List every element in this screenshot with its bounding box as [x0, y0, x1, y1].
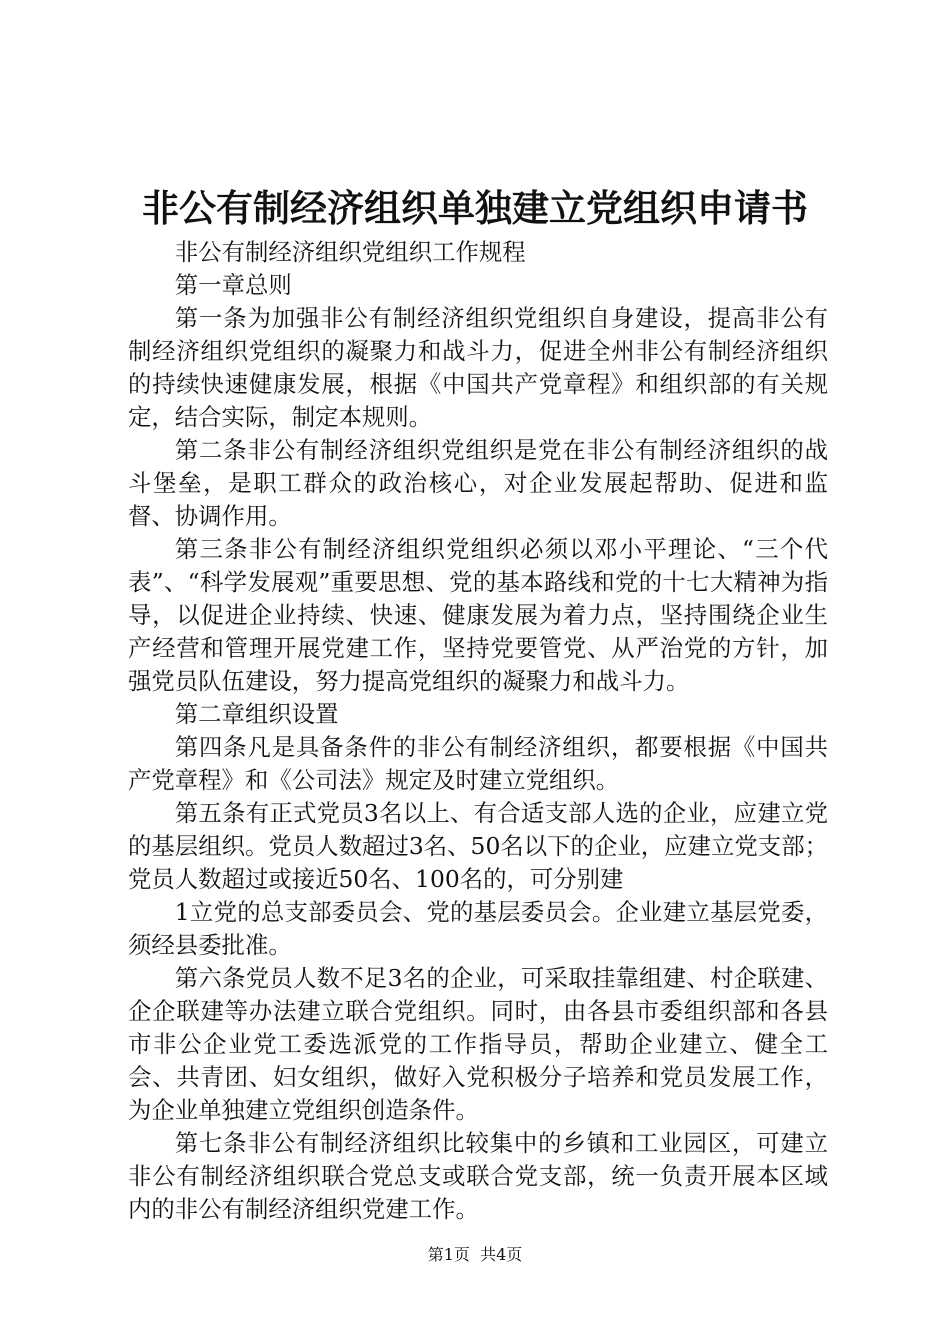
page-footer: [0, 1243, 950, 1267]
footer-spacer: [470, 1245, 480, 1264]
paragraph-chapter-2: 第二章组织设置: [174, 700, 339, 728]
paragraph-article-2: 第二条非公有制经济组织党组织是党在非公有制经济组织的战斗堡垒，是职工群众的政治核心，对企业发展起帮助、促进和监督、协调作用。: [128, 436, 828, 530]
paragraph-subtitle: 非公有制经济组织党组织工作规程: [174, 238, 526, 266]
paragraph-article-6: 第六条党员人数不足3名的企业，可采取挂靠组建、村企联建、企企联建等办法建立联合党组织。同时，由各县市委组织部和各县市非公企业党工委选派党的工作指导员，帮助企业建立、健全工会、共青团、妇女组织，做好入党积极分子培养和党员发展工作，为企业单独建立党组织创造条件。: [128, 964, 828, 1124]
paragraph-article-7: 第七条非公有制经济组织比较集中的乡镇和工业园区，可建立非公有制经济组织联合党总支或联合党支部，统一负责开展本区域内的非公有制经济组织党建工作。: [128, 1129, 828, 1223]
paragraph-article-4: 第四条凡是具备条件的非公有制经济组织，都要根据《中国共产党章程》和《公司法》规定及时建立党组织。: [128, 733, 828, 794]
document-body: [128, 236, 828, 1226]
page-total: 共4页: [480, 1245, 523, 1264]
document-title: 非公有制经济组织单独建立党组织申请书: [142, 187, 808, 230]
paragraph-chapter-1: 第一章总则: [174, 271, 292, 299]
paragraph-article-3: 第三条非公有制经济组织党组织必须以邓小平理论、“三个代表”、“科学发展观”重要思想、党的基本路线和党的十七大精神为指导，以促进企业持续、快速、健康发展为着力点，坚持围绕企业生产经营和管理开展党建工作，坚持党要管党、从严治党的方针，加强党员队伍建设，努力提高党组织的凝聚力和战斗力。: [128, 535, 828, 695]
paragraph-article-5: 第五条有正式党员3名以上、有合适支部人选的企业，应建立党的基层组织。党员人数超过3名、50名以下的企业，应建立党支部；党员人数超过或接近50名、100名的，可分别建: [128, 799, 828, 893]
paragraph-article-5-cont: 1立党的总支部委员会、党的基层委员会。企业建立基层党委，须经县委批准。: [128, 898, 828, 959]
paragraph-article-1: 第一条为加强非公有制经济组织党组织自身建设，提高非公有制经济组织党组织的凝聚力和战斗力，促进全州非公有制经济组织的持续快速健康发展，根据《中国共产党章程》和组织部的有关规定，结合实际，制定本规则。: [128, 304, 828, 431]
page-number: 第1页: [427, 1245, 470, 1264]
